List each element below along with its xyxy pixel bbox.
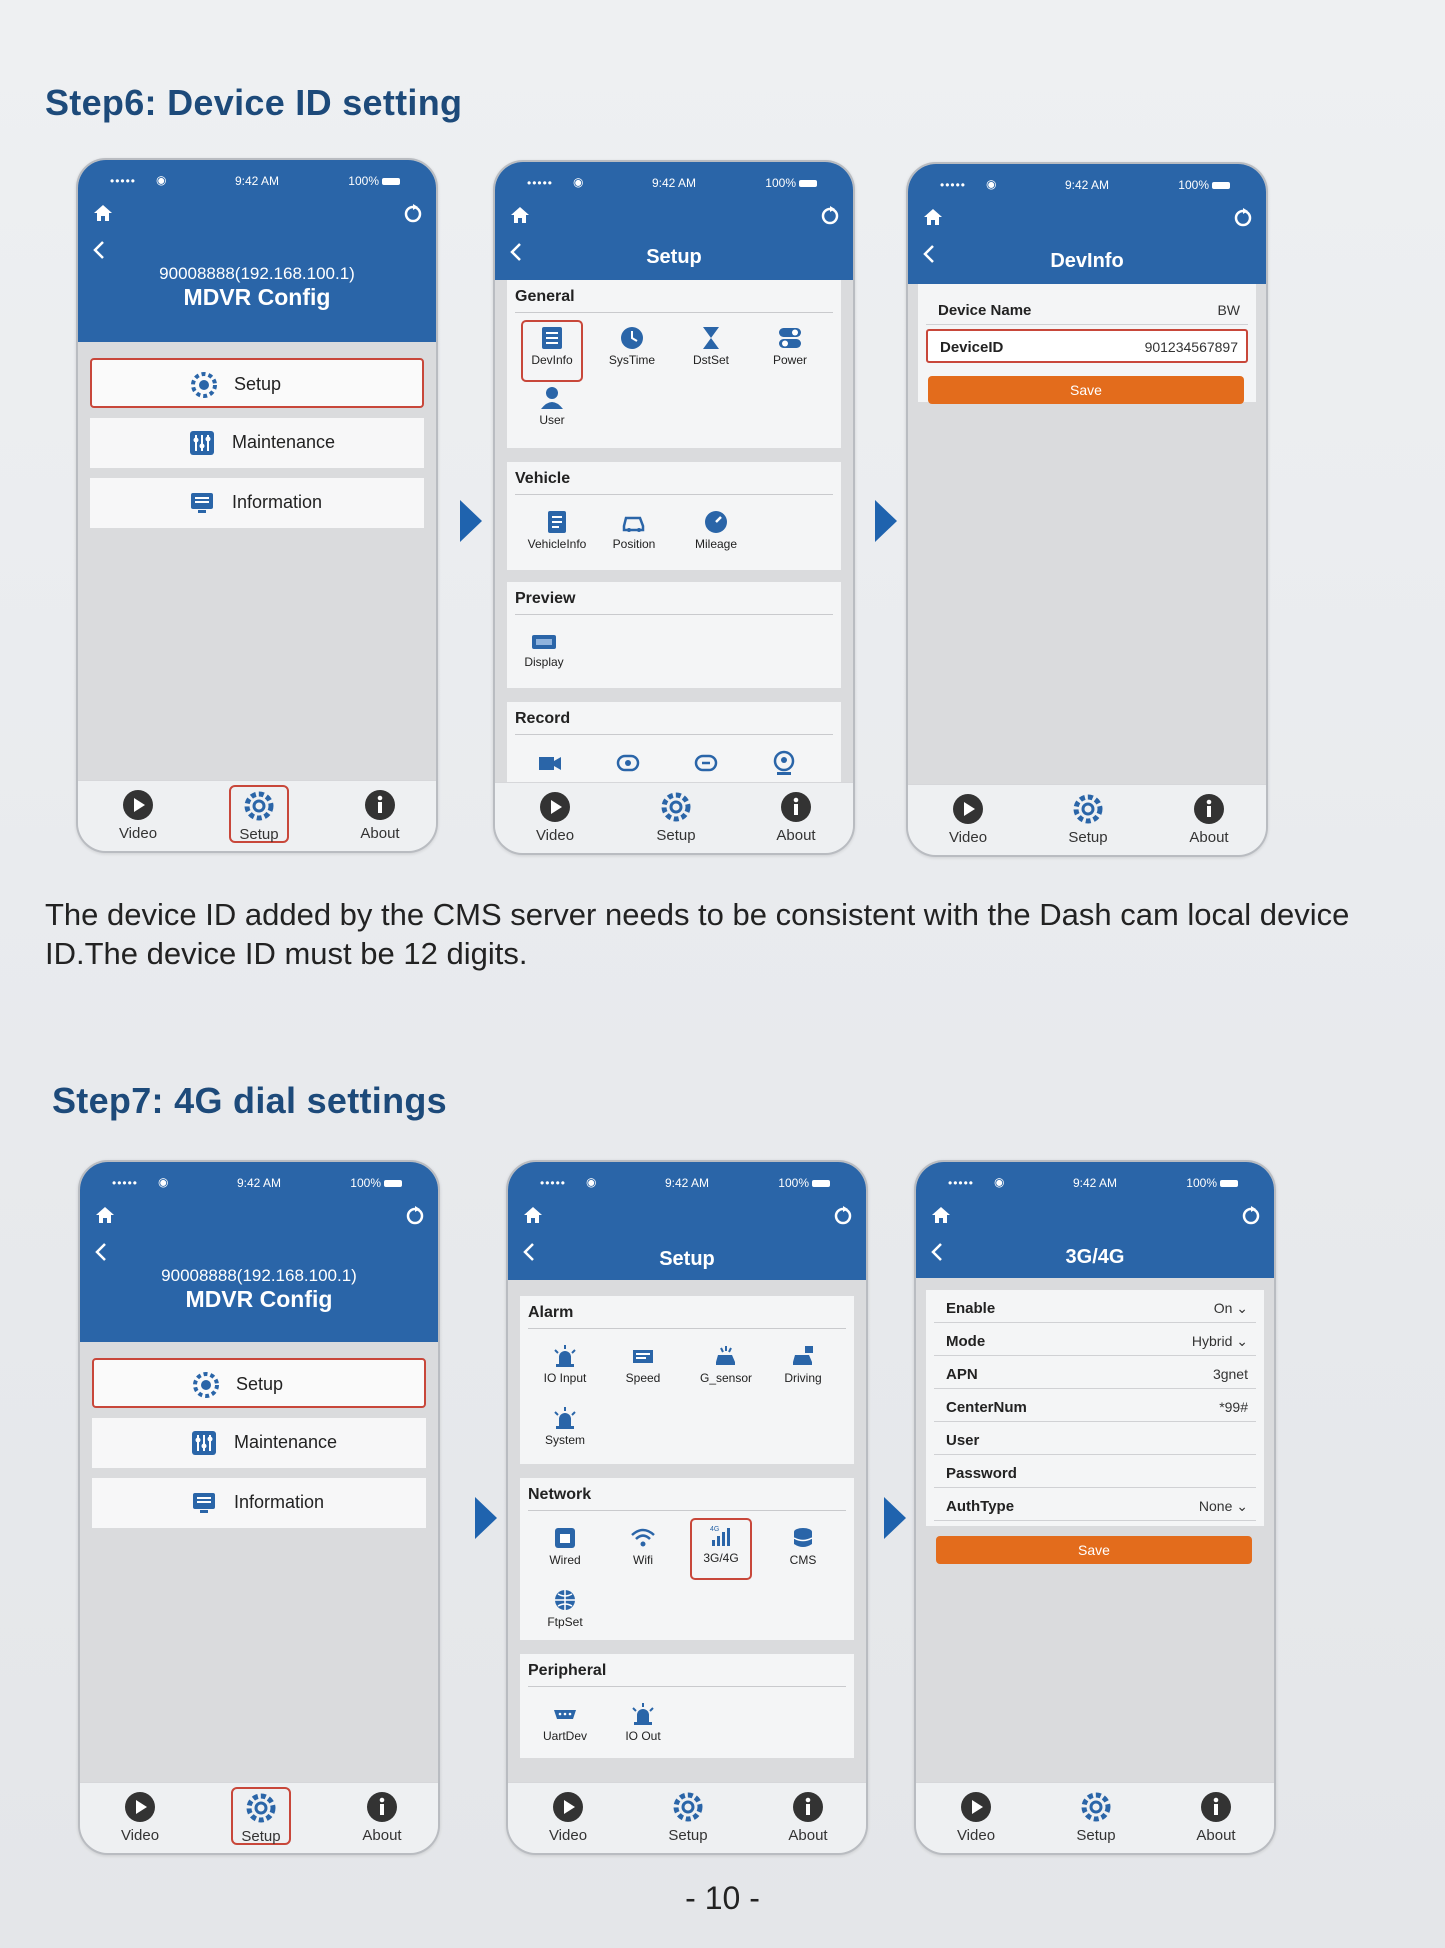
status-time: 9:42 AM [234, 174, 280, 188]
tab-setup[interactable] [231, 1787, 291, 1845]
menu-setup-label: Setup [234, 374, 282, 394]
app-header [508, 1162, 866, 1280]
status-time: 9:42 AM [664, 1176, 710, 1190]
tab-setup[interactable] [229, 785, 289, 843]
device-address: 90008888(192.168.100.1) [161, 1266, 357, 1285]
enable-label: Enable [946, 1300, 996, 1317]
home-icon[interactable] [94, 1204, 116, 1226]
alarm-light-icon [552, 1344, 578, 1368]
section-peripheral-title: Peripheral [528, 1662, 607, 1679]
icon-display[interactable] [507, 632, 581, 669]
status-bar [78, 174, 436, 190]
app-header [80, 1162, 438, 1342]
app-header [908, 164, 1266, 284]
next-arrow-icon [475, 1497, 497, 1539]
menu-information-label: Information [234, 1492, 325, 1512]
cellular-signal-icon [708, 1524, 734, 1548]
device-id-field[interactable] [926, 329, 1248, 363]
section-preview [507, 582, 841, 688]
status-time: 9:42 AM [1064, 178, 1110, 192]
gear-icon [1080, 1791, 1112, 1823]
phone-3g4g [914, 1160, 1276, 1855]
play-icon [122, 789, 154, 821]
status-bar [908, 178, 1266, 194]
phone-devinfo [906, 162, 1268, 857]
icon-user-label: User [539, 413, 565, 427]
section-vehicle [507, 462, 841, 570]
section-general-title: General [515, 288, 575, 305]
phone-setup-general [493, 160, 855, 855]
tab-video[interactable] [98, 789, 178, 842]
icon-driving[interactable] [766, 1344, 840, 1385]
tab-setup-label: Setup [1076, 1827, 1116, 1844]
icon-ftpset-label: FtpSet [547, 1615, 583, 1629]
wifi-icon: ◉ [156, 173, 167, 187]
menu-maintenance-button[interactable] [92, 1418, 426, 1468]
battery-indicator: 100% [348, 174, 400, 188]
icon-wifi[interactable] [606, 1526, 680, 1567]
step7-heading: Step7: 4G dial settings [52, 1080, 447, 1121]
signal-icon: ••••• [948, 1176, 975, 1190]
icon-uartdev-label: UartDev [542, 1729, 587, 1743]
wifi-icon: ◉ [158, 1175, 169, 1189]
icon-power[interactable] [753, 326, 827, 367]
tab-video-label: Video [118, 825, 158, 842]
status-bar [508, 1176, 866, 1192]
wifi-icon: ◉ [573, 175, 584, 189]
tab-setup-label: Setup [241, 1828, 281, 1845]
page-title: MDVR Config [183, 284, 331, 310]
tab-about-label: About [360, 825, 400, 842]
mode-row[interactable] [934, 1325, 1256, 1356]
info-icon [366, 1791, 398, 1823]
car-crash-icon [713, 1344, 739, 1368]
app-header [916, 1162, 1274, 1278]
play-icon [952, 793, 984, 825]
gear-icon [192, 1371, 220, 1399]
icon-vehicleinfo[interactable] [515, 510, 599, 551]
tab-bar [80, 1782, 438, 1853]
tab-about[interactable] [340, 789, 420, 842]
icon-cms[interactable] [766, 1526, 840, 1567]
icon-power-label: Power [772, 353, 807, 367]
home-icon[interactable] [922, 206, 944, 228]
tab-video[interactable] [936, 1791, 1016, 1844]
icon-dstset-label: DstSet [692, 353, 729, 367]
icon-wired-label: Wired [549, 1553, 581, 1567]
refresh-icon[interactable] [1232, 206, 1254, 228]
centernum-value: *99# [1219, 1399, 1248, 1415]
icon-wired[interactable] [528, 1526, 602, 1567]
info-icon [780, 791, 812, 823]
icon-systime-label: SysTime [608, 353, 656, 367]
clock-icon [619, 326, 645, 350]
play-icon [124, 1791, 156, 1823]
app-header [495, 162, 853, 280]
page-title: Setup [646, 246, 702, 268]
tab-about[interactable] [768, 1791, 848, 1844]
tab-about-label: About [776, 827, 816, 844]
wifi-icon [630, 1526, 656, 1550]
next-arrow-icon [460, 500, 482, 542]
tab-setup-label: Setup [656, 827, 696, 844]
info-icon [1193, 793, 1225, 825]
icon-3g4g-label: 3G/4G [703, 1551, 739, 1565]
tab-setup[interactable] [636, 791, 716, 844]
icon-position-label: Position [612, 537, 656, 551]
app-header [78, 160, 436, 342]
tab-bar [508, 1782, 866, 1853]
section-alarm [520, 1296, 854, 1464]
section-vehicle-title: Vehicle [515, 470, 571, 487]
device-id-value: 901234567897 [1144, 339, 1238, 355]
battery-indicator: 100% [1178, 178, 1230, 192]
section-preview-title: Preview [515, 590, 576, 607]
tab-bar [495, 782, 853, 853]
refresh-icon[interactable] [402, 202, 424, 224]
home-icon[interactable] [509, 204, 531, 226]
phone-setup-network [506, 1160, 868, 1855]
record-icon[interactable] [615, 752, 641, 774]
menu-information-label: Information [232, 492, 323, 512]
wifi-icon: ◉ [586, 1175, 597, 1189]
video-camera-icon[interactable] [537, 752, 563, 774]
section-record [507, 702, 841, 792]
icon-display-label: Display [524, 655, 564, 669]
tab-about[interactable] [756, 791, 836, 844]
tab-video-label: Video [548, 1827, 588, 1844]
device-name-value: BW [1217, 302, 1240, 318]
icon-g-sensor-label: G_sensor [699, 1371, 753, 1385]
status-bar [495, 176, 853, 192]
icon-uartdev[interactable] [528, 1702, 602, 1743]
status-time: 9:42 AM [1072, 1176, 1118, 1190]
icon-speed-label: Speed [625, 1371, 661, 1385]
next-arrow-icon [875, 500, 897, 542]
icon-devinfo[interactable] [521, 320, 583, 382]
status-bar [916, 1176, 1274, 1192]
gear-icon [245, 1792, 277, 1824]
icon-io-out-label: IO Out [625, 1729, 661, 1743]
tab-video[interactable] [528, 1791, 608, 1844]
apn-label: APN [946, 1366, 978, 1383]
save-button[interactable]: Save [928, 376, 1244, 404]
tab-about-label: About [362, 1827, 402, 1844]
sliders-icon [190, 1429, 218, 1457]
battery-indicator: 100% [765, 176, 817, 190]
alarm-light-icon [552, 1406, 578, 1430]
device-name-row[interactable] [926, 294, 1248, 325]
tab-setup-label: Setup [668, 1827, 708, 1844]
tab-video-label: Video [535, 827, 575, 844]
home-icon[interactable] [522, 1204, 544, 1226]
driving-icon [790, 1344, 816, 1368]
tab-bar [916, 1782, 1274, 1853]
save-button[interactable]: Save [936, 1536, 1252, 1564]
device-address: 90008888(192.168.100.1) [159, 264, 355, 283]
section-general [507, 280, 841, 448]
document-icon [544, 510, 570, 534]
battery-indicator: 100% [778, 1176, 830, 1190]
menu-maintenance-label: Maintenance [234, 1432, 338, 1452]
wifi-icon: ◉ [994, 1175, 1005, 1189]
signal-icon: ••••• [527, 176, 554, 190]
apn-value: 3gnet [1212, 1366, 1248, 1382]
icon-io-out[interactable] [606, 1702, 680, 1743]
tab-setup[interactable] [1056, 1791, 1136, 1844]
battery-indicator: 100% [1186, 1176, 1238, 1190]
password-label: Password [946, 1465, 1017, 1482]
tab-video-label: Video [948, 829, 988, 846]
tab-setup-label: Setup [1068, 829, 1108, 846]
page-title: 3G/4G [1065, 1246, 1125, 1268]
description-text: The device ID added by the CMS server needs to be consistent with the Dash cam local device ID.The device ID must be 12 digits. [45, 897, 1350, 971]
authtype-label: AuthType [946, 1498, 1015, 1515]
home-icon[interactable] [92, 202, 114, 224]
gear-icon [243, 790, 275, 822]
cloud-server-icon [790, 1526, 816, 1550]
section-alarm-title: Alarm [528, 1304, 574, 1321]
signal-icon: ••••• [540, 1176, 567, 1190]
play-icon [539, 791, 571, 823]
device-name-label: Device Name [938, 302, 1032, 319]
icon-cms-label: CMS [789, 1553, 817, 1567]
tab-video-label: Video [120, 1827, 160, 1844]
next-arrow-icon [884, 1497, 906, 1539]
tab-setup[interactable] [648, 1791, 728, 1844]
info-icon [364, 789, 396, 821]
icon-io-input[interactable] [528, 1344, 602, 1385]
page-number: - 10 - [685, 1880, 760, 1916]
icon-vehicleinfo-label: VehicleInfo [527, 537, 587, 551]
tab-about[interactable] [1176, 1791, 1256, 1844]
gauge-icon [703, 510, 729, 534]
refresh-icon[interactable] [404, 1204, 426, 1226]
icon-position[interactable] [597, 510, 671, 551]
menu-information-button[interactable] [92, 1478, 426, 1528]
icon-devinfo-label: DevInfo [531, 353, 573, 367]
page-title: Setup [659, 1248, 715, 1270]
info-icon [792, 1791, 824, 1823]
alarm-light-icon [630, 1702, 656, 1726]
tab-video[interactable] [515, 791, 595, 844]
centernum-row[interactable] [934, 1391, 1256, 1422]
icon-systime[interactable] [595, 326, 669, 367]
hourglass-icon [698, 326, 724, 350]
globe-icon [552, 1588, 578, 1612]
menu-maintenance-label: Maintenance [232, 432, 336, 452]
play-icon [960, 1791, 992, 1823]
icon-mileage[interactable] [679, 510, 753, 551]
phone-mdvr-config [76, 158, 438, 853]
icon-io-input-label: IO Input [543, 1371, 587, 1385]
enable-select: On ⌄ [1213, 1300, 1248, 1316]
icon-system-label: System [544, 1433, 585, 1447]
tab-video-label: Video [956, 1827, 996, 1844]
icon-system[interactable] [528, 1406, 602, 1447]
car-icon [621, 510, 647, 534]
authtype-select: None ⌄ [1198, 1498, 1248, 1514]
signal-icon: ••••• [110, 174, 137, 188]
status-time: 9:42 AM [236, 1176, 282, 1190]
gear-icon [1072, 793, 1104, 825]
refresh-icon[interactable] [832, 1204, 854, 1226]
tab-about[interactable] [1169, 793, 1249, 846]
page-title: MDVR Config [185, 1286, 333, 1312]
gear-icon [190, 371, 218, 399]
toggle-icon [777, 326, 803, 350]
user-row[interactable] [934, 1424, 1256, 1455]
signal-icon: ••••• [940, 178, 967, 192]
menu-setup-button[interactable] [92, 1358, 426, 1408]
back-icon[interactable] [94, 1242, 108, 1262]
display-icon [531, 632, 557, 652]
icon-ftpset[interactable] [528, 1588, 602, 1629]
section-record-title: Record [515, 710, 571, 727]
refresh-icon[interactable] [1240, 1204, 1262, 1226]
tab-setup[interactable] [1048, 793, 1128, 846]
loop-icon[interactable] [693, 752, 719, 774]
play-icon [552, 1791, 584, 1823]
signal-icon: ••••• [112, 1176, 139, 1190]
status-bar [80, 1176, 438, 1192]
icon-dstset[interactable] [674, 326, 748, 367]
tab-setup-label: Setup [239, 826, 279, 843]
user-icon [539, 386, 565, 410]
password-row[interactable] [934, 1457, 1256, 1488]
ethernet-icon [552, 1526, 578, 1550]
refresh-icon[interactable] [819, 204, 841, 226]
icon-g-sensor[interactable] [684, 1344, 768, 1385]
page-title: DevInfo [1050, 250, 1124, 272]
svg-text:4G: 4G [710, 1526, 720, 1533]
home-icon[interactable] [930, 1204, 952, 1226]
phone-mdvr-config-2 [78, 1160, 440, 1855]
user-label: User [946, 1432, 980, 1449]
tab-about-label: About [788, 1827, 828, 1844]
monitor-icon [188, 489, 216, 517]
section-peripheral [520, 1654, 854, 1758]
battery-indicator: 100% [350, 1176, 402, 1190]
status-time: 9:42 AM [651, 176, 697, 190]
authtype-row[interactable] [934, 1490, 1256, 1521]
menu-setup-label: Setup [236, 1374, 284, 1394]
enable-row[interactable] [934, 1292, 1256, 1323]
wifi-icon: ◉ [986, 177, 997, 191]
tab-about-label: About [1196, 1827, 1236, 1844]
tab-bar [908, 784, 1266, 855]
icon-mileage-label: Mileage [694, 537, 738, 551]
speed-icon [630, 1344, 656, 1368]
icon-speed[interactable] [606, 1344, 680, 1385]
back-icon[interactable] [92, 240, 106, 260]
menu-maintenance-button[interactable] [90, 418, 424, 468]
icon-driving-label: Driving [784, 1371, 822, 1385]
tab-about-label: About [1189, 829, 1229, 846]
step6-heading: Step6: Device ID setting [45, 82, 463, 123]
centernum-label: CenterNum [946, 1399, 1027, 1416]
gear-icon [660, 791, 692, 823]
apn-row[interactable] [934, 1358, 1256, 1389]
mode-select: Hybrid ⌄ [1191, 1333, 1248, 1349]
list-icon [539, 326, 565, 350]
mode-label: Mode [946, 1333, 986, 1350]
info-icon [1200, 1791, 1232, 1823]
tab-video[interactable] [100, 1791, 180, 1844]
device-id-label: DeviceID [940, 339, 1004, 356]
menu-setup-button[interactable] [90, 358, 424, 408]
monitor-icon [190, 1489, 218, 1517]
gear-icon [672, 1791, 704, 1823]
icon-3g4g[interactable] [690, 1518, 752, 1580]
menu-information-button[interactable] [90, 478, 424, 528]
icon-wifi-label: Wifi [633, 1553, 653, 1567]
tab-bar [78, 780, 436, 851]
person-badge-icon[interactable] [771, 750, 797, 776]
section-network-title: Network [528, 1486, 592, 1503]
sliders-icon [188, 429, 216, 457]
tab-about[interactable] [342, 1791, 422, 1844]
serial-port-icon [552, 1702, 578, 1726]
icon-user[interactable] [515, 386, 589, 427]
section-network [520, 1478, 854, 1640]
tab-video[interactable] [928, 793, 1008, 846]
